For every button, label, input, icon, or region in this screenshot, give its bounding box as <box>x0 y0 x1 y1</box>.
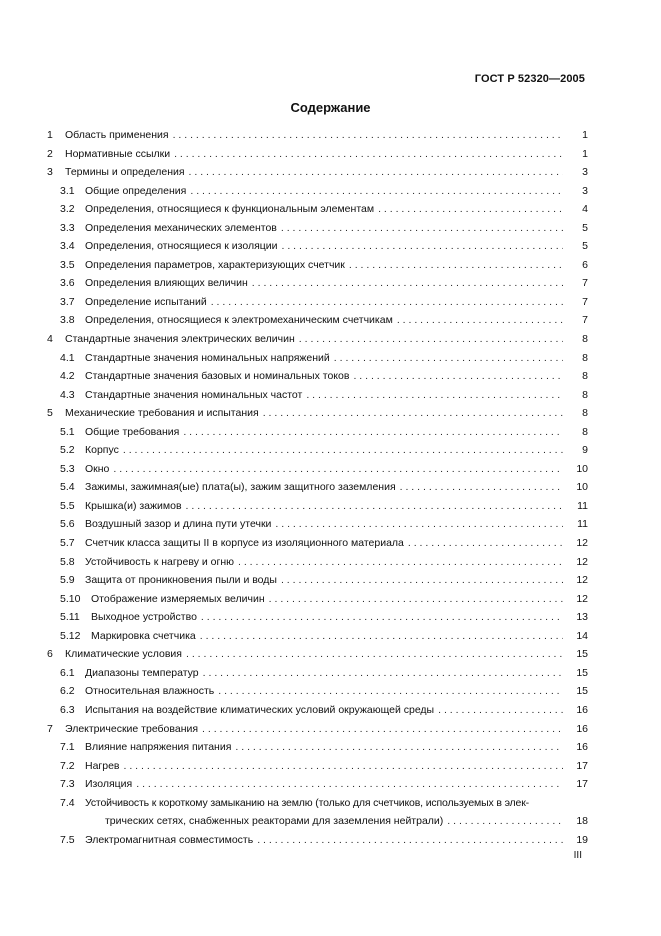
toc-entry-page: 3 <box>582 166 588 179</box>
dot-leader <box>203 664 563 683</box>
toc-entry-label: Определение испытаний <box>85 295 207 308</box>
toc-entry-page: 1 <box>582 129 588 141</box>
toc-entry[interactable] <box>40 441 588 460</box>
dot-leader <box>447 812 563 831</box>
toc-entry[interactable] <box>40 163 588 182</box>
toc-entry[interactable] <box>40 497 588 516</box>
table-of-contents <box>40 126 588 849</box>
toc-entry-page: 9 <box>582 444 588 457</box>
toc-entry-label: Относительная влажность <box>85 685 215 698</box>
toc-entry-label: Выходное устройство <box>91 611 197 624</box>
toc-entry-number: 5.10 <box>60 592 81 605</box>
toc-entry-number: 5.4 <box>60 481 75 494</box>
dot-leader <box>136 775 563 794</box>
toc-entry-number: 4.2 <box>60 370 75 383</box>
toc-entry-page: 7 <box>582 295 588 308</box>
toc-entry-page: 15 <box>576 666 588 679</box>
toc-entry-label: Испытания на воздействие климатических условий окружающей среды <box>85 703 435 716</box>
dot-leader <box>281 571 563 590</box>
toc-entry-page: 16 <box>576 722 588 735</box>
dot-leader <box>202 720 563 739</box>
toc-entry-page: 16 <box>576 741 588 754</box>
dot-leader <box>235 738 563 757</box>
toc-entry[interactable] <box>40 478 588 497</box>
page-number: III <box>573 850 582 861</box>
toc-entry-label: Зажимы, зажимная(ые) плата(ы), зажим защитного заземления <box>85 481 396 494</box>
toc-entry-label: Защита от проникновения пыли и воды <box>85 574 277 587</box>
toc-entry[interactable] <box>40 701 588 720</box>
toc-entry-number: 4.1 <box>60 351 75 364</box>
toc-entry-label: Корпус <box>85 444 119 457</box>
toc-entry[interactable] <box>40 274 588 293</box>
toc-entry[interactable] <box>40 200 588 219</box>
toc-entry[interactable] <box>40 775 588 794</box>
dot-leader <box>400 478 563 497</box>
toc-entry-number: 5.1 <box>60 425 75 438</box>
toc-entry-number: 7.5 <box>60 833 75 846</box>
toc-entry-number: 2 <box>47 147 53 160</box>
toc-entry[interactable] <box>40 293 588 312</box>
toc-entry-page: 1 <box>582 147 588 160</box>
dot-leader <box>186 497 563 516</box>
toc-entry-page: 11 <box>577 518 588 531</box>
toc-entry-page: 7 <box>582 314 588 327</box>
toc-entry-number: 6.2 <box>60 685 75 698</box>
toc-entry-page: 8 <box>582 407 588 420</box>
toc-entry-label: Нормативные ссылки <box>65 147 171 160</box>
toc-entry-number: 7.3 <box>60 778 75 791</box>
dot-leader <box>211 293 563 312</box>
toc-entry-continuation[interactable] <box>40 812 588 831</box>
toc-entry[interactable] <box>40 553 588 572</box>
toc-entry-page: 8 <box>582 333 588 346</box>
toc-entry[interactable] <box>40 627 588 646</box>
toc-entry[interactable] <box>40 182 588 201</box>
toc-entry-number: 5.6 <box>60 518 75 531</box>
toc-entry-label: Определения, относящиеся к электромеханическим счетчикам <box>85 314 393 327</box>
toc-entry-number: 5.3 <box>60 462 75 475</box>
dot-leader <box>257 831 563 850</box>
toc-entry[interactable] <box>40 664 588 683</box>
toc-entry-page: 8 <box>582 351 588 364</box>
toc-entry-label: Окно <box>85 462 110 475</box>
toc-entry-label: Общие требования <box>85 425 180 438</box>
toc-entry-label: Изоляция <box>85 778 133 791</box>
toc-entry-label: Маркировка счетчика <box>91 629 196 642</box>
dot-leader <box>113 460 563 479</box>
dot-leader <box>183 423 563 442</box>
toc-entry-page: 17 <box>576 778 588 791</box>
toc-entry-number: 6 <box>47 648 53 661</box>
toc-entry-number: 5.7 <box>60 537 75 550</box>
toc-entry[interactable] <box>40 386 588 405</box>
toc-entry-label: Определения, относящиеся к функциональным элементам <box>85 203 375 216</box>
toc-entry-page: 18 <box>576 815 588 828</box>
toc-entry[interactable] <box>40 682 588 701</box>
toc-entry-label: Определения влияющих величин <box>85 277 248 290</box>
toc-entry[interactable] <box>40 608 588 627</box>
toc-entry-label: Определения механических элементов <box>85 221 277 234</box>
toc-entry-page: 8 <box>582 388 588 401</box>
toc-entry-page: 16 <box>576 703 588 716</box>
toc-entry-number: 3.5 <box>60 258 75 271</box>
toc-entry-label: Влияние напряжения питания <box>85 741 232 754</box>
toc-entry-page: 6 <box>582 258 588 271</box>
toc-entry[interactable] <box>40 404 588 423</box>
standard-designation: ГОСТ Р 52320—2005 <box>474 73 585 85</box>
toc-entry-label: Стандартные значения номинальных напряжений <box>85 351 330 364</box>
toc-entry-label: Определения, относящиеся к изоляции <box>85 240 278 253</box>
toc-entry-label: трических сетях, снабженных реакторами для заземления нейтрали) <box>105 815 444 828</box>
toc-entry[interactable] <box>40 645 588 664</box>
toc-entry-number: 5.11 <box>60 611 80 624</box>
toc-entry[interactable] <box>40 515 588 534</box>
toc-entry-label: Стандартные значения базовых и номинальных токов <box>85 370 350 383</box>
dot-leader <box>173 126 563 145</box>
dot-leader <box>124 757 563 776</box>
toc-entry[interactable] <box>40 219 588 238</box>
toc-entry-label: Электрические требования <box>65 722 199 735</box>
toc-entry-page: 12 <box>576 592 588 605</box>
toc-entry-page: 12 <box>576 574 588 587</box>
dot-leader <box>238 553 563 572</box>
toc-entry-page: 19 <box>576 833 588 846</box>
dot-leader <box>275 515 563 534</box>
toc-entry[interactable] <box>40 145 588 164</box>
toc-entry-page: 4 <box>582 203 588 216</box>
toc-entry-number: 7.1 <box>60 741 75 754</box>
toc-entry[interactable] <box>40 126 588 145</box>
toc-entry-page: 3 <box>582 184 588 197</box>
toc-entry[interactable] <box>40 256 588 275</box>
toc-entry-page: 12 <box>576 537 588 550</box>
toc-entry-page: 10 <box>576 462 588 475</box>
dot-leader <box>190 182 563 201</box>
toc-entry-number: 3.8 <box>60 314 75 327</box>
toc-entry-page: 15 <box>576 685 588 698</box>
toc-entry-page: 8 <box>582 425 588 438</box>
toc-entry-label: Область применения <box>65 129 169 141</box>
toc-entry[interactable] <box>40 311 588 330</box>
dot-leader <box>201 608 563 627</box>
dot-leader <box>218 682 563 701</box>
toc-entry-label: Нагрев <box>85 759 120 772</box>
toc-entry-number: 5 <box>47 407 53 420</box>
dot-leader <box>299 330 563 349</box>
dot-leader <box>269 590 563 609</box>
toc-entry-number: 3.3 <box>60 221 75 234</box>
toc-entry-page: 11 <box>577 499 588 512</box>
toc-entry[interactable] <box>40 423 588 442</box>
toc-entry[interactable] <box>40 720 588 739</box>
dot-leader <box>200 627 563 646</box>
toc-entry-number: 4.3 <box>60 388 75 401</box>
toc-entry-label: Устойчивость к короткому замыканию на землю (только для счетчиков, используемых в элек- <box>85 796 529 809</box>
toc-entry-page: 12 <box>576 555 588 568</box>
page-title: Содержание <box>290 100 371 115</box>
toc-entry-number: 7.2 <box>60 759 75 772</box>
toc-entry-number: 3.7 <box>60 295 75 308</box>
toc-entry-number: 5.2 <box>60 444 75 457</box>
toc-entry[interactable] <box>40 330 588 349</box>
toc-entry[interactable] <box>40 367 588 386</box>
toc-entry-number: 5.8 <box>60 555 75 568</box>
toc-entry-number: 7 <box>47 722 53 735</box>
toc-entry-number: 6.3 <box>60 703 75 716</box>
dot-leader <box>353 367 563 386</box>
toc-entry-page: 10 <box>576 481 588 494</box>
dot-leader <box>378 200 563 219</box>
toc-entry[interactable] <box>40 534 588 553</box>
toc-entry-page: 15 <box>576 648 588 661</box>
toc-entry-page: 5 <box>582 221 588 234</box>
toc-entry-label: Электромагнитная совместимость <box>85 833 254 846</box>
dot-leader <box>252 274 563 293</box>
toc-entry-number: 3 <box>47 166 53 179</box>
toc-entry-label: Стандартные значения электрических величин <box>65 333 295 346</box>
dot-leader <box>281 219 563 238</box>
dot-leader <box>174 145 563 164</box>
toc-entry-label: Воздушный зазор и длина пути утечки <box>85 518 272 531</box>
toc-entry-label: Общие определения <box>85 184 187 197</box>
toc-entry-page: 13 <box>576 611 588 624</box>
dot-leader <box>306 386 563 405</box>
dot-leader <box>123 441 563 460</box>
toc-entry-label: Механические требования и испытания <box>65 407 259 420</box>
toc-entry-page: 17 <box>576 759 588 772</box>
toc-entry-page: 8 <box>582 370 588 383</box>
toc-entry-label: Климатические условия <box>65 648 182 661</box>
toc-entry-number: 5.12 <box>60 629 81 642</box>
toc-entry[interactable] <box>40 738 588 757</box>
toc-entry-number: 4 <box>47 333 53 346</box>
dot-leader <box>438 701 563 720</box>
toc-entry-number: 3.1 <box>60 184 75 197</box>
toc-entry-number: 3.6 <box>60 277 75 290</box>
toc-entry[interactable] <box>40 831 588 850</box>
toc-entry-label: Устойчивость к нагреву и огню <box>85 555 234 568</box>
toc-entry-number: 6.1 <box>60 666 75 679</box>
toc-entry-number: 5.9 <box>60 574 75 587</box>
dot-leader <box>189 163 563 182</box>
dot-leader <box>397 311 563 330</box>
dot-leader <box>263 404 563 423</box>
toc-entry[interactable] <box>40 460 588 479</box>
toc-entry-number: 1 <box>47 129 53 141</box>
toc-entry-label: Крышка(и) зажимов <box>85 499 182 512</box>
toc-entry-label: Термины и определения <box>65 166 185 179</box>
toc-entry[interactable] <box>40 237 588 256</box>
toc-entry[interactable] <box>40 590 588 609</box>
toc-entry-label: Счетчик класса защиты II в корпусе из изоляционного материала <box>85 537 404 550</box>
toc-entry-number: 5.5 <box>60 499 75 512</box>
toc-entry-label: Определения параметров, характеризующих счетчик <box>85 258 345 271</box>
dot-leader <box>349 256 563 275</box>
toc-entry-page: 14 <box>576 629 588 642</box>
toc-entry-number: 7.4 <box>60 796 75 809</box>
dot-leader <box>186 645 563 664</box>
dot-leader <box>408 534 563 553</box>
toc-entry-page: 7 <box>582 277 588 290</box>
toc-entry[interactable] <box>40 757 588 776</box>
toc-entry-page: 5 <box>582 240 588 253</box>
toc-entry-label: Стандартные значения номинальных частот <box>85 388 303 401</box>
toc-entry-number: 3.2 <box>60 203 75 216</box>
dot-leader <box>282 237 564 256</box>
toc-entry-number: 3.4 <box>60 240 75 253</box>
toc-entry[interactable] <box>40 349 588 368</box>
toc-entry[interactable] <box>40 571 588 590</box>
dot-leader <box>334 349 563 368</box>
toc-entry-label: Отображение измеряемых величин <box>91 592 265 605</box>
toc-entry-label: Диапазоны температур <box>85 666 199 679</box>
toc-entry-multiline[interactable] <box>40 794 588 813</box>
